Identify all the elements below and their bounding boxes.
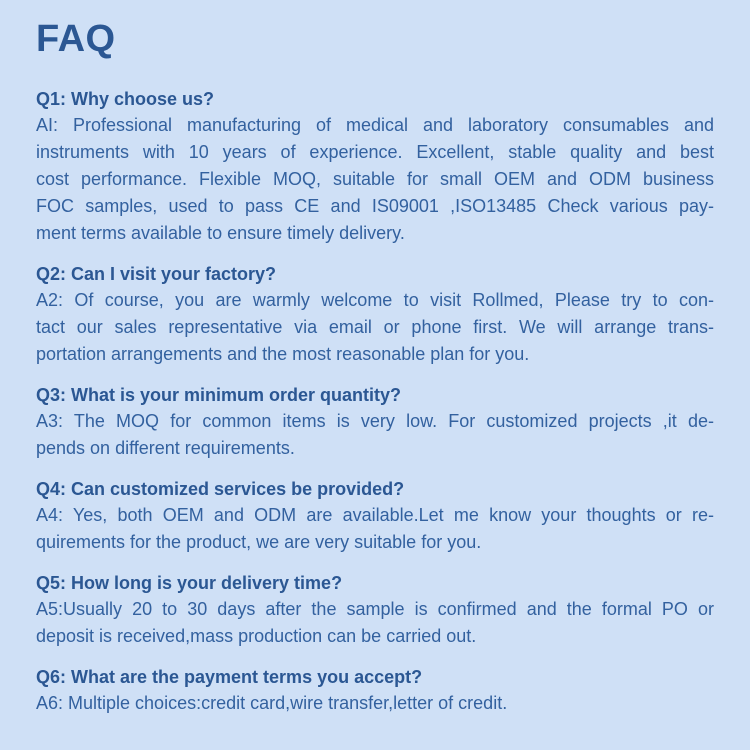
faq-section-6 bbox=[36, 664, 714, 717]
faq-answer-line: A5:Usually 20 to 30 days after the sample is confirmed and the formal PO or bbox=[36, 599, 714, 619]
faq-answer-line: deposit is received,mass production can be carried out. bbox=[36, 626, 477, 646]
faq-answer-4 bbox=[36, 502, 714, 556]
faq-question-2: Q2: Can I visit your factory? bbox=[36, 264, 277, 284]
faq-section-1 bbox=[36, 86, 714, 247]
faq-answer-line: A2: Of course, you are warmly welcome to visit Rollmed, Please try to con- bbox=[36, 290, 714, 310]
faq-answer-line: A4: Yes, both OEM and ODM are available.Let me know your thoughts or re- bbox=[36, 505, 714, 525]
page-title: FAQ bbox=[36, 18, 116, 60]
faq-answer-line: pends on different requirements. bbox=[36, 438, 295, 458]
faq-question-1: Q1: Why choose us? bbox=[36, 89, 215, 109]
faq-answer-line: tact our sales representative via email or phone first. We will arrange trans- bbox=[36, 317, 714, 337]
faq-answer-line: portation arrangements and the most reasonable plan for you. bbox=[36, 344, 530, 364]
faq-answer-line: A6: Multiple choices:credit card,wire transfer,letter of credit. bbox=[36, 693, 508, 713]
faq-answer-5 bbox=[36, 596, 714, 650]
faq-answer-line: AI: Professional manufacturing of medical and laboratory consumables and bbox=[36, 115, 714, 135]
faq-answer-2 bbox=[36, 287, 714, 368]
faq-answer-line: ment terms available to ensure timely delivery. bbox=[36, 223, 405, 243]
faq-question-6: Q6: What are the payment terms you accept? bbox=[36, 667, 423, 687]
faq-answer-6 bbox=[36, 690, 714, 717]
faq-answer-line: A3: The MOQ for common items is very low. For customized projects ,it de- bbox=[36, 411, 714, 431]
faq-question-4: Q4: Can customized services be provided? bbox=[36, 479, 405, 499]
faq-answer-1 bbox=[36, 112, 714, 247]
faq-answer-line: quirements for the product, we are very suitable for you. bbox=[36, 532, 482, 552]
faq-section-5 bbox=[36, 570, 714, 650]
faq-answer-3 bbox=[36, 408, 714, 462]
faq-answer-line: cost performance. Flexible MOQ, suitable for small OEM and ODM business bbox=[36, 169, 714, 189]
faq-section-4 bbox=[36, 476, 714, 556]
faq-answer-line: instruments with 10 years of experience. Excellent, stable quality and best bbox=[36, 142, 714, 162]
faq-question-3: Q3: What is your minimum order quantity? bbox=[36, 385, 402, 405]
faq-section-2 bbox=[36, 261, 714, 368]
faq-answer-line: FOC samples, used to pass CE and IS09001 ,ISO13485 Check various pay- bbox=[36, 196, 714, 216]
faq-section-3 bbox=[36, 382, 714, 462]
faq-question-5: Q5: How long is your delivery time? bbox=[36, 573, 343, 593]
